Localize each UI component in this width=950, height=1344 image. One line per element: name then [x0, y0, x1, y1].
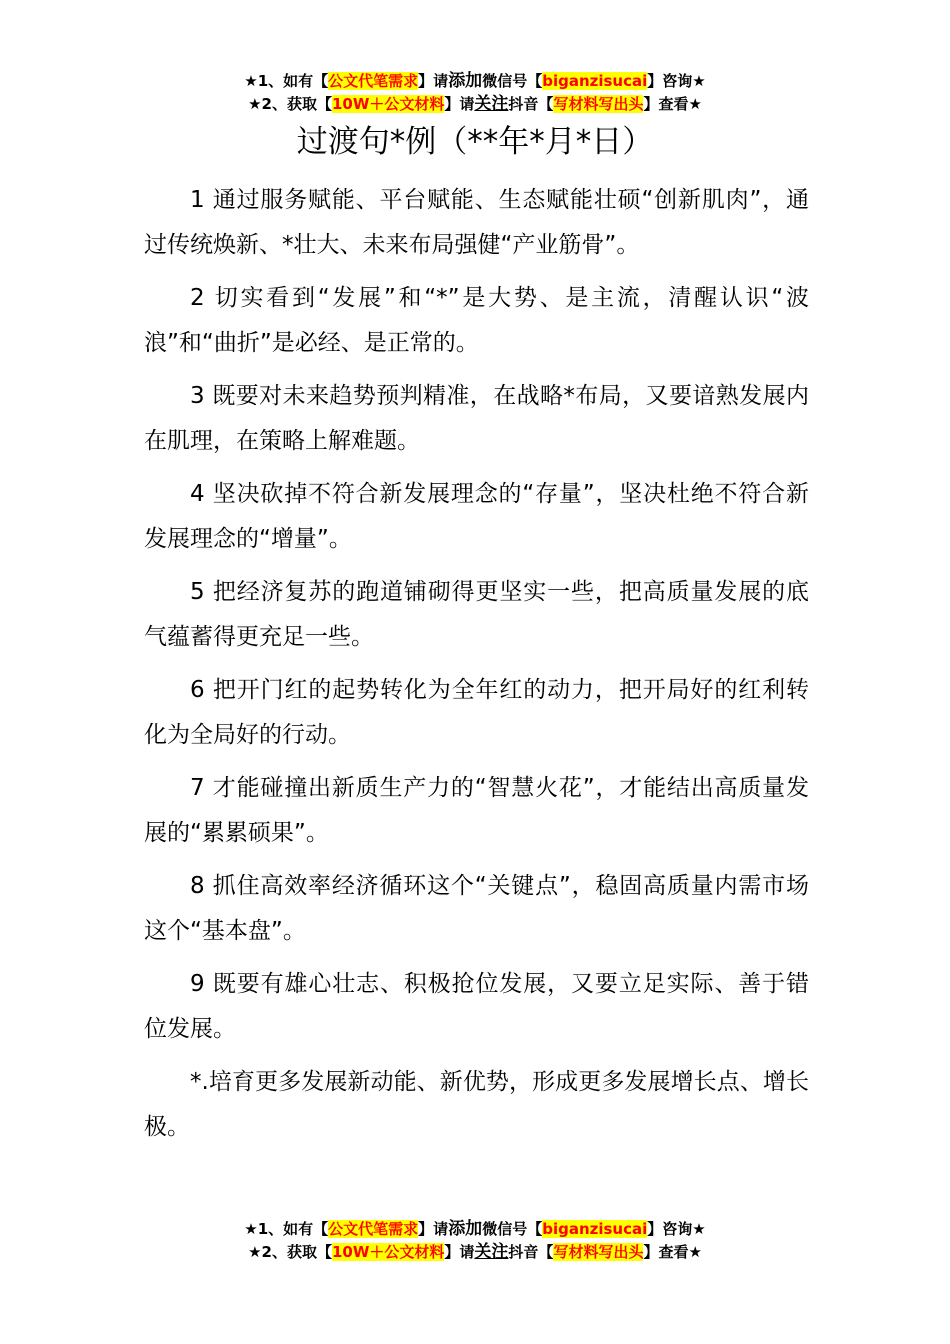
footer-ad-banner — [0, 1218, 950, 1264]
paragraph: 8 抓住高效率经济循环这个“关键点”，稳固高质量内需市场这个“基本盘”。 — [144, 873, 809, 944]
paragraph: 5 把经济复苏的跑道铺砌得更坚实一些，把高质量发展的底气蕴蓄得更充足一些。 — [144, 579, 809, 650]
wechat-id-highlight: biganzisucai — [542, 72, 648, 90]
wechat-id-highlight: biganzisucai — [542, 1220, 648, 1238]
paragraph: 6 把开门红的起势转化为全年红的动力，把开局好的红利转化为全局好的行动。 — [144, 677, 809, 748]
ghostwriting-highlight: 公文代笔需求 — [328, 72, 419, 90]
document-title: 过渡句*例（**年*月*日） — [296, 124, 654, 160]
douyin-id-highlight: 写材料写出头 — [553, 95, 644, 113]
materials-highlight: 10W＋公文材料 — [331, 95, 445, 113]
paragraph: 9 既要有雄心壮志、积极抢位发展，又要立足实际、善于错位发展。 — [144, 971, 809, 1042]
paragraph: *.培育更多发展新动能、新优势，形成更多发展增长点、增长极。 — [144, 1069, 809, 1140]
ghostwriting-highlight: 公文代笔需求 — [328, 1220, 419, 1238]
document-body — [144, 178, 809, 1158]
paragraph: 1 通过服务赋能、平台赋能、生态赋能壮硕“创新肌肉”，通过传统焕新、*壮大、未来布局强健“产业筋骨”。 — [144, 187, 809, 258]
footer-ad-line-2: ★2、获取【10W＋公文材料】请关注抖音【写材料写出头】查看★ — [248, 1242, 702, 1262]
paragraph: 7 才能碰撞出新质生产力的“智慧火花”，才能结出高质量发展的“累累硕果”。 — [144, 775, 809, 846]
paragraph: 3 既要对未来趋势预判精准，在战略*布局，又要谙熟发展内在肌理，在策略上解难题。 — [144, 383, 809, 454]
materials-highlight: 10W＋公文材料 — [331, 1243, 445, 1261]
header-ad-line-1: ★1、如有【公文代笔需求】请添加微信号【biganzisucai】咨询★ — [244, 71, 706, 91]
header-ad-line-2: ★2、获取【10W＋公文材料】请关注抖音【写材料写出头】查看★ — [248, 94, 702, 114]
header-ad-banner — [0, 70, 950, 116]
douyin-id-highlight: 写材料写出头 — [553, 1243, 644, 1261]
paragraph: 2 切实看到“发展”和“*”是大势、是主流，清醒认识“波浪”和“曲折”是必经、是正常的。 — [144, 285, 809, 356]
footer-ad-line-1: ★1、如有【公文代笔需求】请添加微信号【biganzisucai】咨询★ — [244, 1219, 706, 1239]
paragraph: 4 坚决砍掉不符合新发展理念的“存量”，坚决杜绝不符合新发展理念的“增量”。 — [144, 481, 809, 552]
